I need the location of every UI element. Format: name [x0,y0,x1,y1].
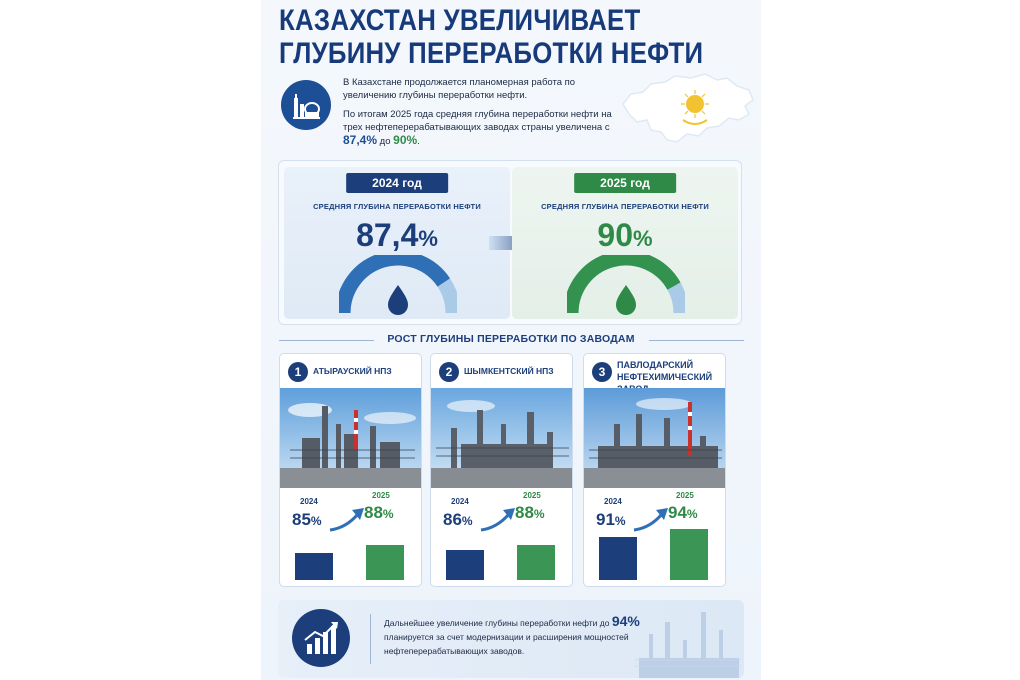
footer-divider [370,614,371,664]
footer-text: Дальнейшее увеличение глубины переработки нефти до 94% планируется за счет модернизации и расширения мощностей нефтеперерабатывающих заводов. [384,613,640,656]
growth-arrow-icon [632,504,672,534]
plant-name: ШЫМКЕНТСКИЙ НПЗ [464,366,554,376]
plant-value-2024: 85% [292,510,322,529]
plant-name: ПАВЛОДАРСКИЙ НЕФТЕХИМИЧЕСКИЙ [617,360,713,382]
bar-2024 [599,537,637,580]
growth-arrow-icon [328,504,368,534]
plant-year-2025: 2025 [523,491,541,500]
plant-year-2024: 2024 [451,497,469,506]
kazakhstan-map-icon [617,70,757,150]
title-line-1: КАЗАХСТАН УВЕЛИЧИВАЕТ [279,4,641,37]
refinery-photo [584,388,726,488]
plant-card-pavlodar [583,353,726,587]
section-title: РОСТ ГЛУБИНЫ ПЕРЕРАБОТКИ ПО ЗАВОДАМ [387,333,635,345]
bar-2025 [366,545,404,580]
plant-year-2025: 2025 [372,491,390,500]
footer-panel [278,600,744,678]
title-line-2: ГЛУБИНУ ПЕРЕРАБОТКИ НЕФТИ [279,37,704,70]
growth-chart-icon [292,609,350,667]
comparison-panel [278,160,742,325]
refinery-photo [431,388,573,488]
plant-card-shymkent [430,353,573,587]
refinery-photo [280,388,422,488]
comparison-label-2024: СРЕДНЯЯ ГЛУБИНА ПЕРЕРАБОТКИ НЕФТИ [313,202,481,211]
plant-value-2024: 86% [443,510,473,529]
intro-value-2025: 90% [393,133,418,147]
plant-value-2024: 91% [596,510,626,529]
intro-value-2024: 87,4% [343,133,378,147]
growth-arrow-icon [479,504,519,534]
comparison-2025-card [512,167,738,319]
plant-year-2024: 2024 [300,497,318,506]
footer-target-value: 94% [611,613,640,629]
plant-value-2025: 88% [364,503,394,522]
plant-number: 2 [439,362,459,382]
plant-card-atyrau [279,353,422,587]
oil-drop-icon [616,285,636,315]
plant-year-2024: 2024 [604,497,622,506]
comparison-label-2025: СРЕДНЯЯ ГЛУБИНА ПЕРЕРАБОТКИ НЕФТИ [541,202,709,211]
refinery-silhouette-icon [629,600,744,678]
bar-2025 [517,545,555,580]
comparison-value-2025: 90% [597,217,653,253]
year-badge-2025: 2025 год [574,173,676,193]
infographic [261,0,761,680]
plant-number: 3 [592,362,612,382]
intro-paragraph-1: В Казахстане продолжается планомерная работа по увеличению глубины переработки нефти. [343,77,576,101]
plant-number: 1 [288,362,308,382]
bar-2024 [295,553,333,580]
bar-2025 [670,529,708,580]
bar-2024 [446,550,484,580]
comparison-2024-card [284,167,510,319]
year-badge-2024: 2024 год [346,173,448,193]
gauge-2024 [339,255,457,317]
plant-value-2025: 94% [668,503,698,522]
oil-drop-icon [388,285,408,315]
intro-paragraph-2: По итогам 2025 года средняя глубина переработки нефти на трех нефтеперерабатывающих заводах страны увеличена с 87,4% до 90%. [343,109,612,147]
gauge-2025 [567,255,685,317]
plant-name: АТЫРАУСКИЙ НПЗ [313,366,392,376]
refinery-icon [281,80,331,130]
comparison-value-2024: 87,4% [356,217,438,253]
plant-year-2025: 2025 [676,491,694,500]
plant-value-2025: 88% [515,503,545,522]
